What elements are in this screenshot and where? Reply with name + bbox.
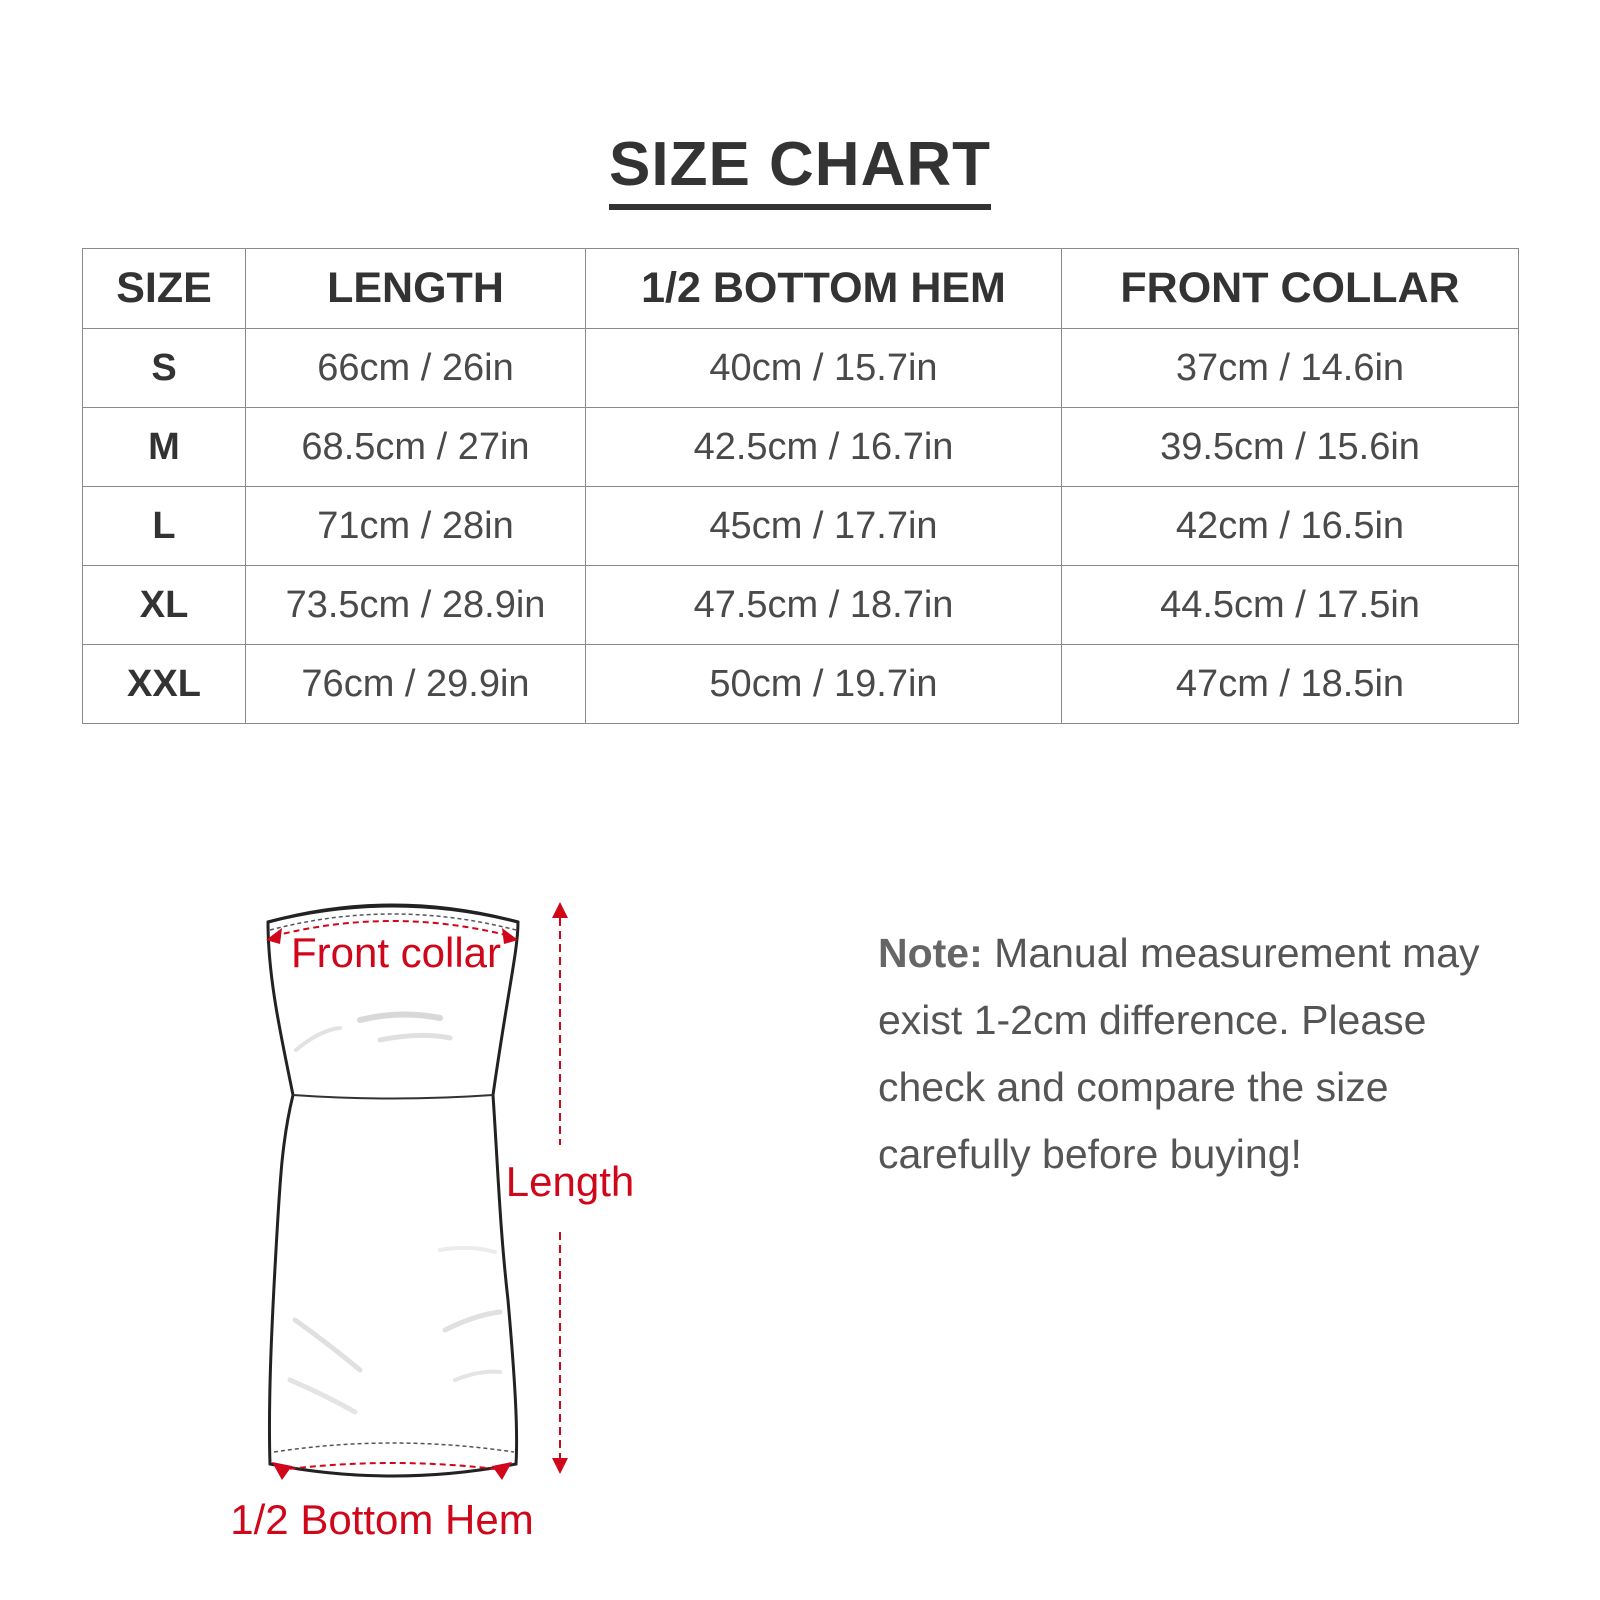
size-cell: S [83, 329, 246, 408]
size-cell: L [83, 487, 246, 566]
length-cell: 66cm / 26in [246, 329, 586, 408]
note-prefix: Note: [878, 930, 983, 976]
bottom-hem-cell: 47.5cm / 18.7in [586, 566, 1062, 645]
front-collar-cell: 44.5cm / 17.5in [1062, 566, 1519, 645]
header-bottom-hem: 1/2 BOTTOM HEM [586, 249, 1062, 329]
size-chart-title-text: SIZE CHART [609, 128, 991, 210]
dress-outline [268, 905, 518, 1476]
bottom-hem-cell: 40cm / 15.7in [586, 329, 1062, 408]
bottom-hem-cell: 45cm / 17.7in [586, 487, 1062, 566]
header-front-collar: FRONT COLLAR [1062, 249, 1519, 329]
front-collar-cell: 37cm / 14.6in [1062, 329, 1519, 408]
front-collar-label: Front collar [290, 929, 502, 976]
size-cell: M [83, 408, 246, 487]
front-collar-cell: 42cm / 16.5in [1062, 487, 1519, 566]
length-label: Length [505, 1158, 635, 1205]
length-cell: 76cm / 29.9in [246, 645, 586, 724]
bottom-hem-cell: 42.5cm / 16.7in [586, 408, 1062, 487]
size-cell: XL [83, 566, 246, 645]
measurement-note [878, 920, 1518, 1188]
header-length: LENGTH [246, 249, 586, 329]
length-cell: 68.5cm / 27in [246, 408, 586, 487]
front-collar-cell: 47cm / 18.5in [1062, 645, 1519, 724]
size-cell: XXL [83, 645, 246, 724]
header-size: SIZE [83, 249, 246, 329]
length-cell: 73.5cm / 28.9in [246, 566, 586, 645]
bottom-hem-label: 1/2 Bottom Hem [230, 1496, 534, 1543]
note-text: Manual measurement may exist 1-2cm difference. Please check and compare the size carefully before buying! [878, 930, 1480, 1177]
bottom-hem-cell: 50cm / 19.7in [586, 645, 1062, 724]
front-collar-cell: 39.5cm / 15.6in [1062, 408, 1519, 487]
length-cell: 71cm / 28in [246, 487, 586, 566]
